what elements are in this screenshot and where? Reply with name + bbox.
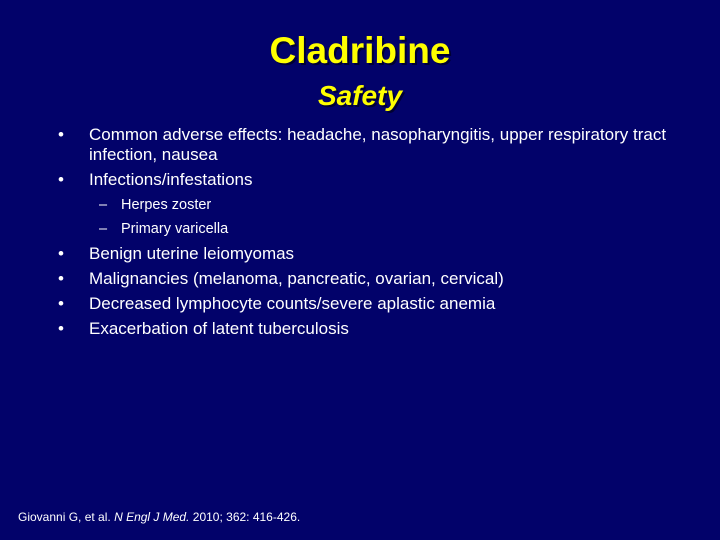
sub-bullet-item (0, 195, 720, 215)
slide-title: Cladribine (269, 30, 451, 71)
bullet-text: Common adverse effects: headache, nasopharyngitis, upper respiratory tract infection, nausea (89, 125, 667, 164)
bullet-item (0, 125, 720, 165)
reference-journal: N Engl J Med. (114, 510, 190, 524)
bullet-marker: • (58, 170, 64, 189)
bullet-item (0, 294, 720, 314)
sub-bullet-item (0, 219, 720, 239)
bullet-list (0, 125, 720, 344)
bullet-item (0, 269, 720, 289)
reference-citation (18, 509, 300, 525)
bullet-marker: • (58, 244, 64, 263)
bullet-item (0, 319, 720, 339)
slide-subtitle: Safety (317, 80, 403, 111)
bullet-marker: • (58, 294, 64, 313)
bullet-text: Exacerbation of latent tuberculosis (89, 319, 349, 338)
sub-bullet-list (0, 195, 720, 239)
sub-bullet-marker: – (99, 197, 108, 213)
bullet-text: Infections/infestations (89, 170, 253, 189)
bullet-item (0, 244, 720, 264)
bullet-marker: • (58, 125, 64, 144)
bullet-item (0, 170, 720, 190)
reference-authors: Giovanni G, et al. (18, 510, 111, 524)
sub-bullet-text: Primary varicella (121, 221, 229, 237)
bullet-marker: • (58, 269, 64, 288)
bullet-marker: • (58, 319, 64, 338)
bullet-text: Malignancies (melanoma, pancreatic, ovarian, cervical) (89, 269, 504, 288)
reference-details: 2010; 362: 416-426. (192, 510, 301, 524)
sub-bullet-marker: – (99, 221, 108, 237)
bullet-text: Benign uterine leiomyomas (89, 244, 295, 263)
sub-bullet-text: Herpes zoster (121, 197, 212, 213)
bullet-text: Decreased lymphocyte counts/severe aplastic anemia (89, 294, 496, 313)
